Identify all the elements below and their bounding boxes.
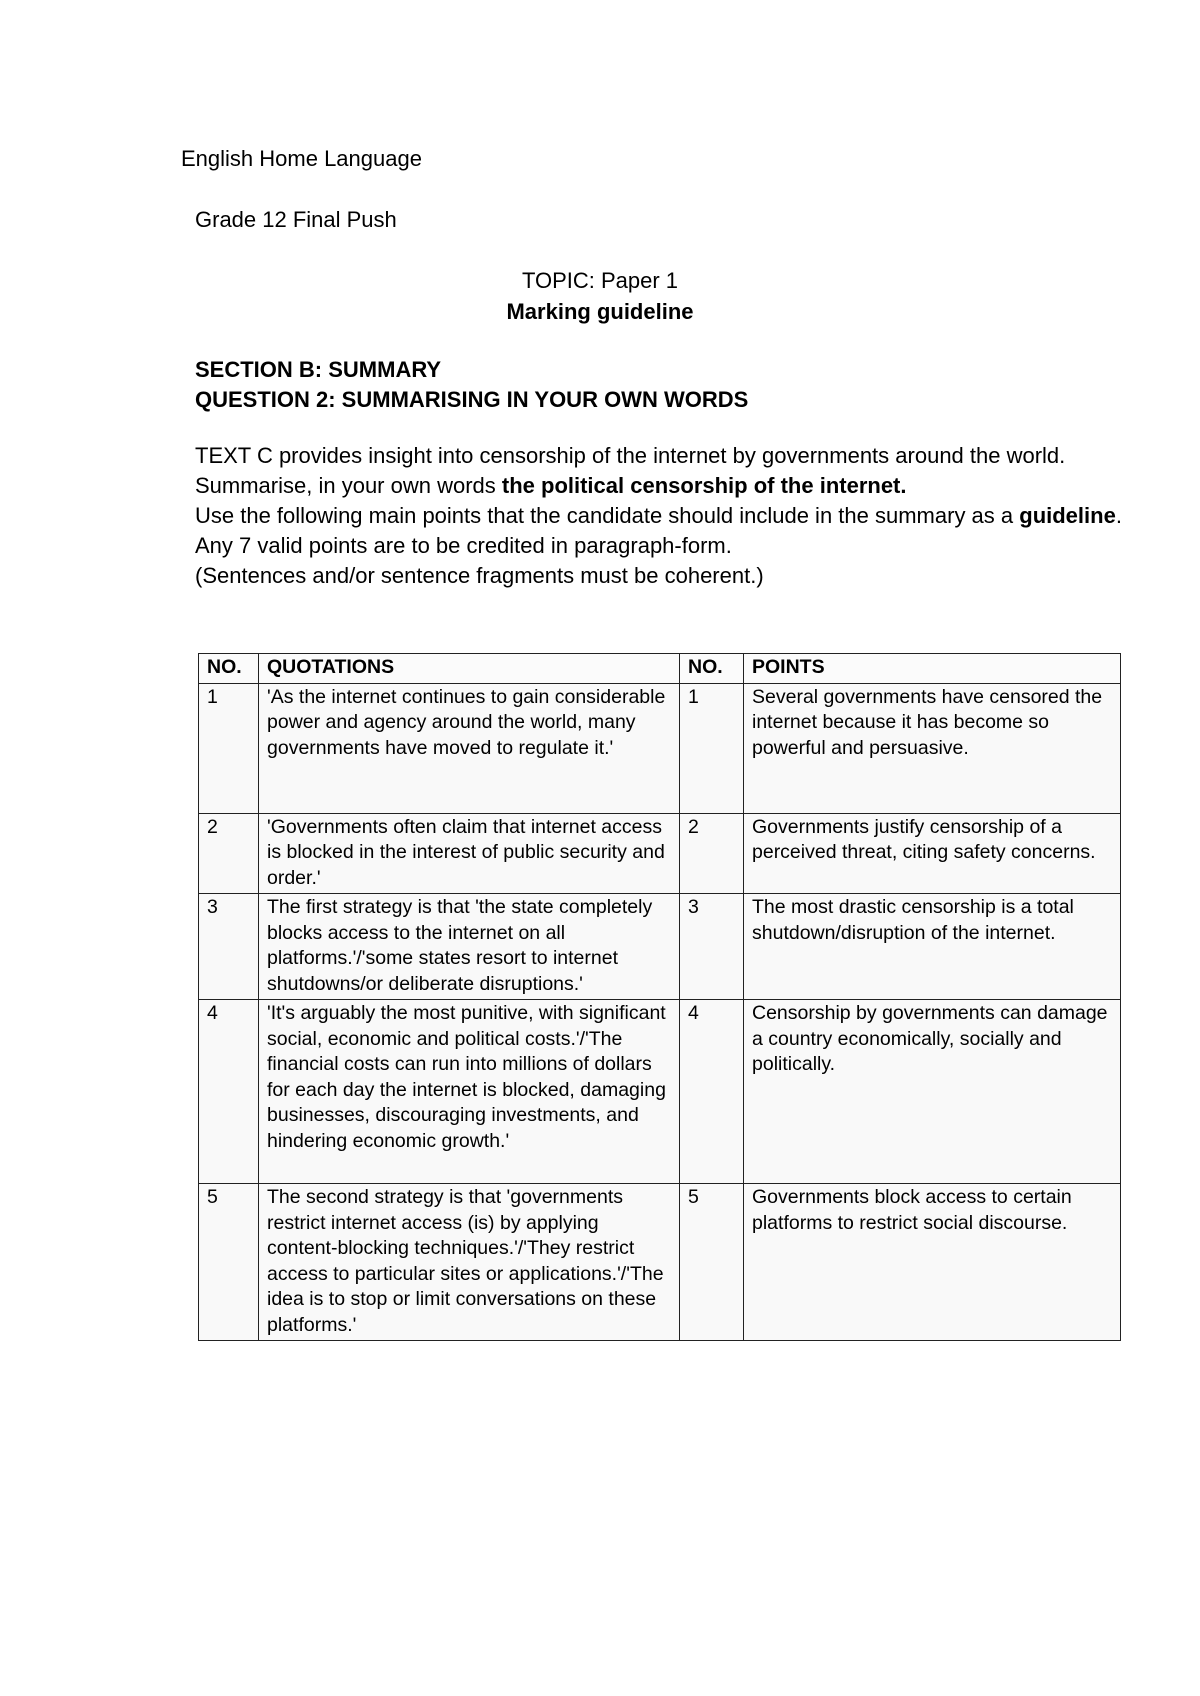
quotation-cell: 'It's arguably the most punitive, with significant social, economic and political costs.'/'The financial costs can run into millions of dollars for each day the internet is blocked, damaging businesses, discouraging investments, and hindering economic growth.': [259, 1000, 680, 1184]
point-cell: Governments block access to certain platforms to restrict social discourse.: [744, 1184, 1121, 1341]
row-number: 5: [199, 1184, 259, 1341]
row-number: 1: [199, 683, 259, 813]
header-points: POINTS: [744, 654, 1121, 684]
instruction-text: Use the following main points that the candidate should include in the summary as a: [195, 503, 1020, 528]
point-cell: Several governments have censored the internet because it has become so powerful and persuasive.: [744, 683, 1121, 813]
instruction-line-4: (Sentences and/or sentence fragments must be coherent.): [195, 563, 764, 588]
row-number: 4: [199, 1000, 259, 1184]
instruction-text: TEXT C provides insight into censorship of the internet by governments around the world. Summarise, in your own words: [195, 443, 1066, 498]
point-number: 5: [680, 1184, 744, 1341]
instruction-emphasis: the political censorship of the internet.: [501, 473, 907, 498]
instruction-emphasis: guideline: [1019, 503, 1116, 528]
quotation-cell: 'Governments often claim that internet access is blocked in the interest of public security and order.': [259, 813, 680, 894]
row-number: 2: [199, 813, 259, 894]
point-number: 1: [680, 683, 744, 813]
header-no: NO.: [199, 654, 259, 684]
row-number: 3: [199, 894, 259, 1000]
quotation-cell: The first strategy is that 'the state completely blocks access to the internet on all platforms.'/'some states resort to internet shutdowns/or deliberate disruptions.': [259, 894, 680, 1000]
topic-heading: TOPIC: Paper 1: [521, 268, 679, 293]
instruction-text: .: [1115, 503, 1122, 528]
instruction-line-2: [195, 501, 1125, 531]
table-row: [199, 683, 1121, 813]
instruction-line-3: Any 7 valid points are to be credited in paragraph-form.: [195, 533, 732, 558]
header-point-no: NO.: [680, 654, 744, 684]
point-number: 4: [680, 1000, 744, 1184]
point-cell: Censorship by governments can damage a country economically, socially and politically.: [744, 1000, 1121, 1184]
table-header-row: [199, 654, 1121, 684]
table-row: [199, 894, 1121, 1000]
point-cell: Governments justify censorship of a perceived threat, citing safety concerns.: [744, 813, 1121, 894]
grade-heading: Grade 12 Final Push: [195, 207, 397, 232]
point-number: 2: [680, 813, 744, 894]
table-row: [199, 1184, 1121, 1341]
header-quotations: QUOTATIONS: [259, 654, 680, 684]
marking-table: [198, 653, 1121, 1341]
instructions: [195, 441, 1125, 591]
marking-guideline-title: Marking guideline: [506, 299, 694, 324]
quotation-cell: The second strategy is that 'governments restrict internet access (is) by applying content-blocking techniques.'/'They restrict access to particular sites or applications.'/'The idea is to stop or limit conversations on these platforms.': [259, 1184, 680, 1341]
point-cell: The most drastic censorship is a total shutdown/disruption of the internet.: [744, 894, 1121, 1000]
subject-heading: English Home Language: [181, 146, 422, 171]
table-row: [199, 1000, 1121, 1184]
question-title: QUESTION 2: SUMMARISING IN YOUR OWN WORDS: [195, 387, 749, 412]
quotation-cell: 'As the internet continues to gain considerable power and agency around the world, many governments have moved to regulate it.': [259, 683, 680, 813]
table-row: [199, 813, 1121, 894]
instruction-line-1: [195, 441, 1125, 501]
section-title: SECTION B: SUMMARY: [195, 357, 442, 382]
point-number: 3: [680, 894, 744, 1000]
